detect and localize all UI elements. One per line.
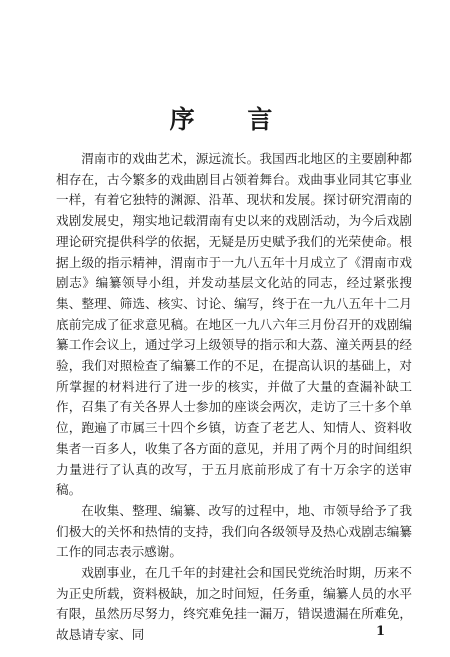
paragraph: 戏剧事业，在几千年的封建社会和国民党统治时期，历来不为正史所载，资料极缺，加之时间短，任务重，编纂人员的水平有限，虽然历尽努力，终究难免挂一漏万，错误遗漏在所难免，故恳请专家、同: [56, 565, 412, 643]
paragraph: 渭南市的戏曲艺术，源远流长。我国西北地区的主要剧种都相存在，古今繁多的戏曲剧目占领着舞台。戏曲事业同其它事业一样，有着它独特的渊源、沿革、现状和发展。探讨研究渭南的戏剧发展史，翔实地记载渭南有史以来的戏剧活动，为今后戏剧理论研究提供科学的依据，无疑是历史赋予我们的光荣使命。根据上级的指示精神，渭南市于一九八五年十月成立了《渭南市戏剧志》编纂领导小组，并发动基层文化站的同志，经过紧张搜集、整理、筛选、核实、讨论、编写，终于在一九八五年十二月底前完成了征求意见稿。在地区一九八六年三月份召开的戏剧编纂工作会议上，通过学习上级领导的指示和大荔、潼关两县的经验，我们对照检查了编纂工作的不足，在提高认识的基础上，对所掌握的材料进行了进一步的核实，并做了大量的查漏补缺工作，召集了有关各界人士参加的座谈会两次，走访了三十多个单位，跑遍了市属三十四个乡镇，访查了老艺人、知情人、资料收集者一百多人，收集了各方面的意见，并用了两个月的时间组织力量进行了认真的改写，于五月底前形成了有十万余字的送审稿。: [56, 151, 412, 498]
page-title: 序 言: [169, 105, 295, 134]
preface-body: [56, 149, 412, 646]
paragraph: 在收集、整理、编纂、改写的过程中，地、市领导给予了我们极大的关怀和热情的支持，我们向各级领导及热心戏剧志编纂工作的同志表示感谢。: [56, 502, 412, 560]
page-number: 1: [376, 624, 386, 639]
